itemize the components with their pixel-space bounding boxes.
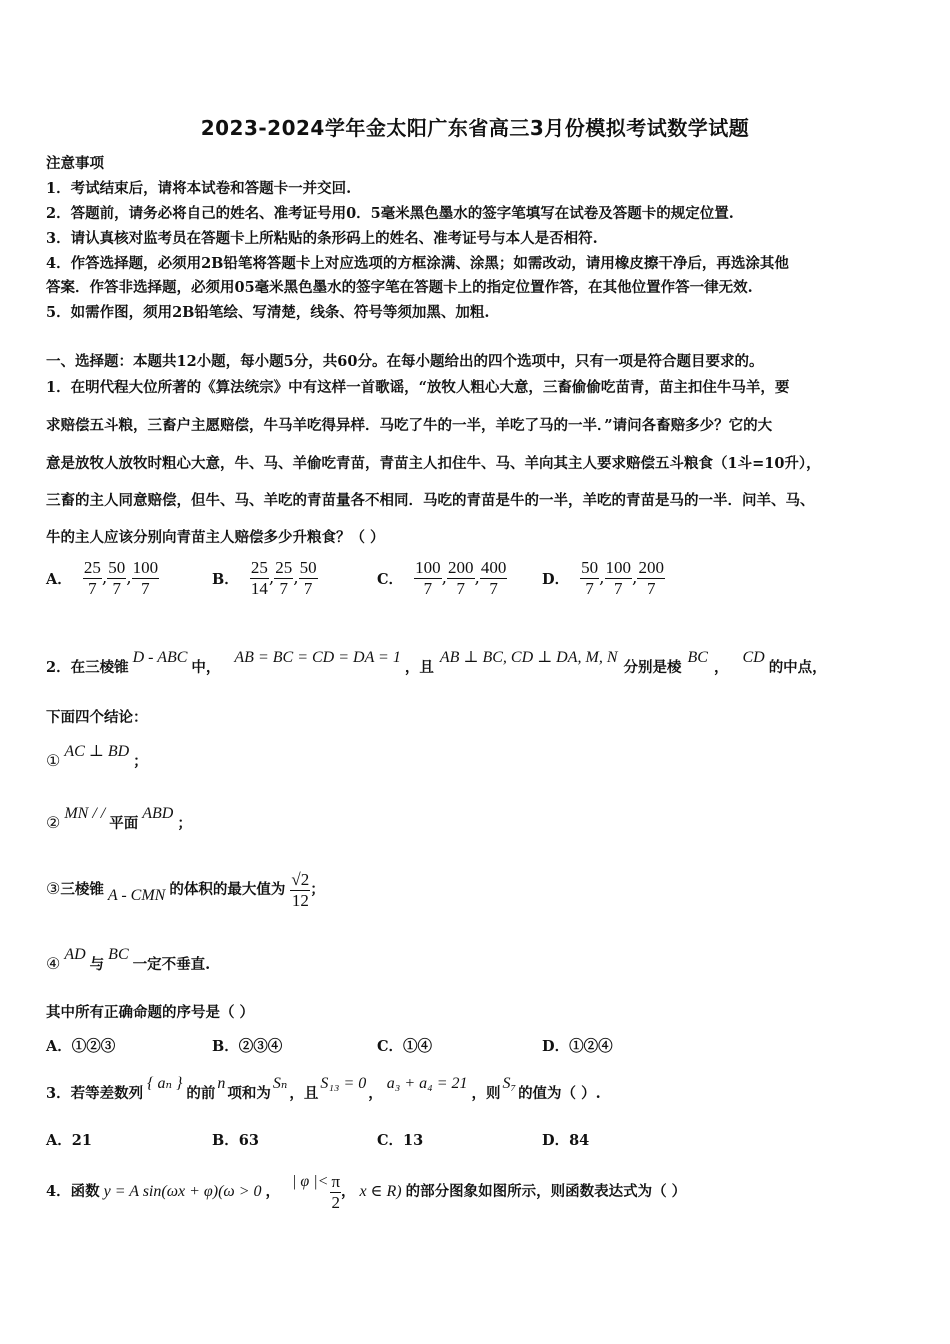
fraction: $\frac{400}{7}$: [480, 558, 507, 598]
fraction: $\frac{200}{7}$: [638, 558, 664, 598]
q1-option-b[interactable]: B． $\frac{25}{14}$ , $\frac{25}{7}$ , $\frac{50}{7}$: [212, 558, 317, 598]
notice-heading: 注意事项: [46, 155, 104, 172]
math: AC ⊥ BD: [64, 743, 130, 760]
math: y = A sin(ωx + φ)(ω > 0: [103, 1183, 262, 1201]
math: S₁₃ = 0: [320, 1075, 367, 1092]
section-heading: 一、选择题：本题共12小题，每小题5分，共60分。在每小题给出的四个选项中，只有一项是符合题目要求的。: [46, 353, 764, 370]
fraction: $\frac{25}{7}$: [83, 558, 101, 598]
math: MN / /: [64, 805, 106, 822]
q1-option-a[interactable]: A． $\frac{25}{7}$ , $\frac{50}{7}$ , $\frac{100}{7}$: [46, 558, 159, 598]
fraction: $\frac{50}{7}$: [108, 558, 126, 598]
q3-option-a[interactable]: A．21: [46, 1132, 92, 1149]
page-title: 2023-2024学年金太阳广东省高三3月份模拟考试数学试题: [200, 116, 750, 140]
math: { aₙ }: [147, 1075, 183, 1092]
math: x ∈ R): [359, 1183, 402, 1201]
fraction: $\frac{50}{7}$: [299, 558, 317, 598]
q2-option-a[interactable]: A．①②③: [46, 1038, 116, 1055]
q1-line: 求赔偿五斗粮，三畜户主愿赔偿，牛马羊吃得异样．马吃了牛的一半，羊吃了马的一半．”请问各畜赔多少？它的大: [46, 417, 773, 434]
q2-statement-4: ④ AD与BC一定不垂直.: [46, 946, 211, 973]
q2-statement-2: ② MN / /平面ABD；: [46, 805, 192, 832]
q2-stem: 2．在三棱锥D - ABC中，AB = BC = CD = DA = 1，且AB ⊥ BC, CD ⊥ DA, M, N分别是棱BC，CD的中点，: [46, 649, 827, 676]
q1-line: 1．在明代程大位所著的《算法统宗》中有这样一首歌谣，“放牧人粗心大意，三畜偷偷吃苗青，苗主扣住牛马羊，要: [46, 379, 790, 396]
q3-option-b[interactable]: B．63: [212, 1132, 259, 1149]
q3-option-d[interactable]: D．84: [542, 1132, 590, 1149]
fraction: $\frac{25}{14}$: [250, 558, 268, 598]
q2-ask: 其中所有正确命题的序号是（ ）: [46, 1004, 255, 1021]
fraction: $\frac{\pi}{2}$: [331, 1172, 341, 1212]
q1-option-c[interactable]: C． $\frac{100}{7}$ , $\frac{200}{7}$ , $\frac{400}{7}$: [377, 558, 507, 598]
math: D - ABC: [132, 649, 188, 666]
option-label: A．: [46, 570, 72, 588]
q2-statement-3: ③三棱锥 A - CMN 的体积的最大值为 $\frac{√2}{12}$ ；: [46, 870, 325, 910]
notice-item: 4．作答选择题，必须用2B铅笔将答题卡上对应选项的方框涂满、涂黑；如需改动，请用橡皮擦干净后，再选涂其他: [46, 255, 789, 272]
math: Sₙ: [272, 1075, 288, 1092]
fraction: $\frac{200}{7}$: [448, 558, 474, 598]
math: AD: [64, 946, 86, 963]
q1-option-d[interactable]: D． $\frac{50}{7}$ , $\frac{100}{7}$ , $\frac{200}{7}$: [542, 558, 664, 598]
q2-option-c[interactable]: C．①④: [377, 1038, 433, 1055]
math: | φ |<: [291, 1173, 329, 1191]
math: ABD: [142, 805, 174, 822]
option-label: D．: [542, 570, 570, 588]
q3-option-c[interactable]: C．13: [377, 1132, 424, 1149]
math: AB ⊥ BC, CD ⊥ DA, M, N: [439, 649, 618, 666]
math: BC: [108, 946, 129, 963]
notice-item: 2．答题前，请务必将自己的姓名、准考证号用0．5毫米黑色墨水的签字笔填写在试卷及答题卡的规定位置.: [46, 205, 734, 222]
math: S₇: [502, 1075, 517, 1092]
notice-item: 3．请认真核对监考员在答题卡上所粘贴的条形码上的姓名、准考证号与本人是否相符.: [46, 230, 598, 247]
math: CD: [742, 649, 765, 666]
math: n: [217, 1075, 226, 1092]
math: AB = BC = CD = DA = 1: [234, 649, 401, 666]
fraction: $\frac{100}{7}$: [132, 558, 159, 598]
option-label: C．: [377, 570, 404, 588]
math: a₃ + a₄ = 21: [386, 1075, 468, 1092]
fraction: $\frac{50}{7}$: [581, 558, 599, 598]
q1-line: 三畜的主人同意赔偿，但牛、马、羊吃的青苗量各不相同．马吃的青苗是牛的一半，羊吃的青苗是马的一半．问羊、马、: [46, 492, 815, 509]
notice-item: 5．如需作图，须用2B铅笔绘、写清楚，线条、符号等须加黑、加粗.: [46, 304, 490, 321]
notice-item: 1．考试结束后，请将本试卷和答题卡一并交回.: [46, 180, 352, 197]
q2-option-b[interactable]: B．②③④: [212, 1038, 283, 1055]
fraction: $\frac{100}{7}$: [415, 558, 441, 598]
q4-stem: 4．函数 y = A sin(ωx + φ)(ω > 0 ，| φ |< $\frac{\pi}{2}$ ， x ∈ R) 的部分图象如图所示，则函数表达式为（ ）: [46, 1172, 687, 1212]
notice-item: 答案．作答非选择题，必须用05毫米黑色墨水的签字笔在答题卡上的指定位置作答，在其他位置作答一律无效.: [46, 279, 753, 296]
q1-line: 牛的主人应该分别向青苗主人赔偿多少升粮食？（ ）: [46, 529, 385, 546]
fraction: $\frac{√2}{12}$: [291, 870, 310, 910]
math: BC: [687, 649, 708, 666]
q1-line: 意是放牧人放牧时粗心大意，牛、马、羊偷吃青苗，青苗主人扣住牛、马、羊向其主人要求赔偿五斗粮食（1斗=10升），: [46, 455, 821, 472]
option-label: B．: [212, 570, 239, 588]
q3-stem: 3．若等差数列{ aₙ }的前n项和为Sₙ，且S₁₃ = 0，a₃ + a₄ = 21，则S₇的值为（ ）.: [46, 1075, 601, 1102]
q2-statement-1: ① AC ⊥ BD；: [46, 743, 148, 770]
q2-option-d[interactable]: D．①②④: [542, 1038, 613, 1055]
q2-intro: 下面四个结论：: [46, 709, 148, 726]
math: A - CMN: [107, 887, 166, 905]
fraction: $\frac{25}{7}$: [275, 558, 293, 598]
fraction: $\frac{100}{7}$: [605, 558, 632, 598]
